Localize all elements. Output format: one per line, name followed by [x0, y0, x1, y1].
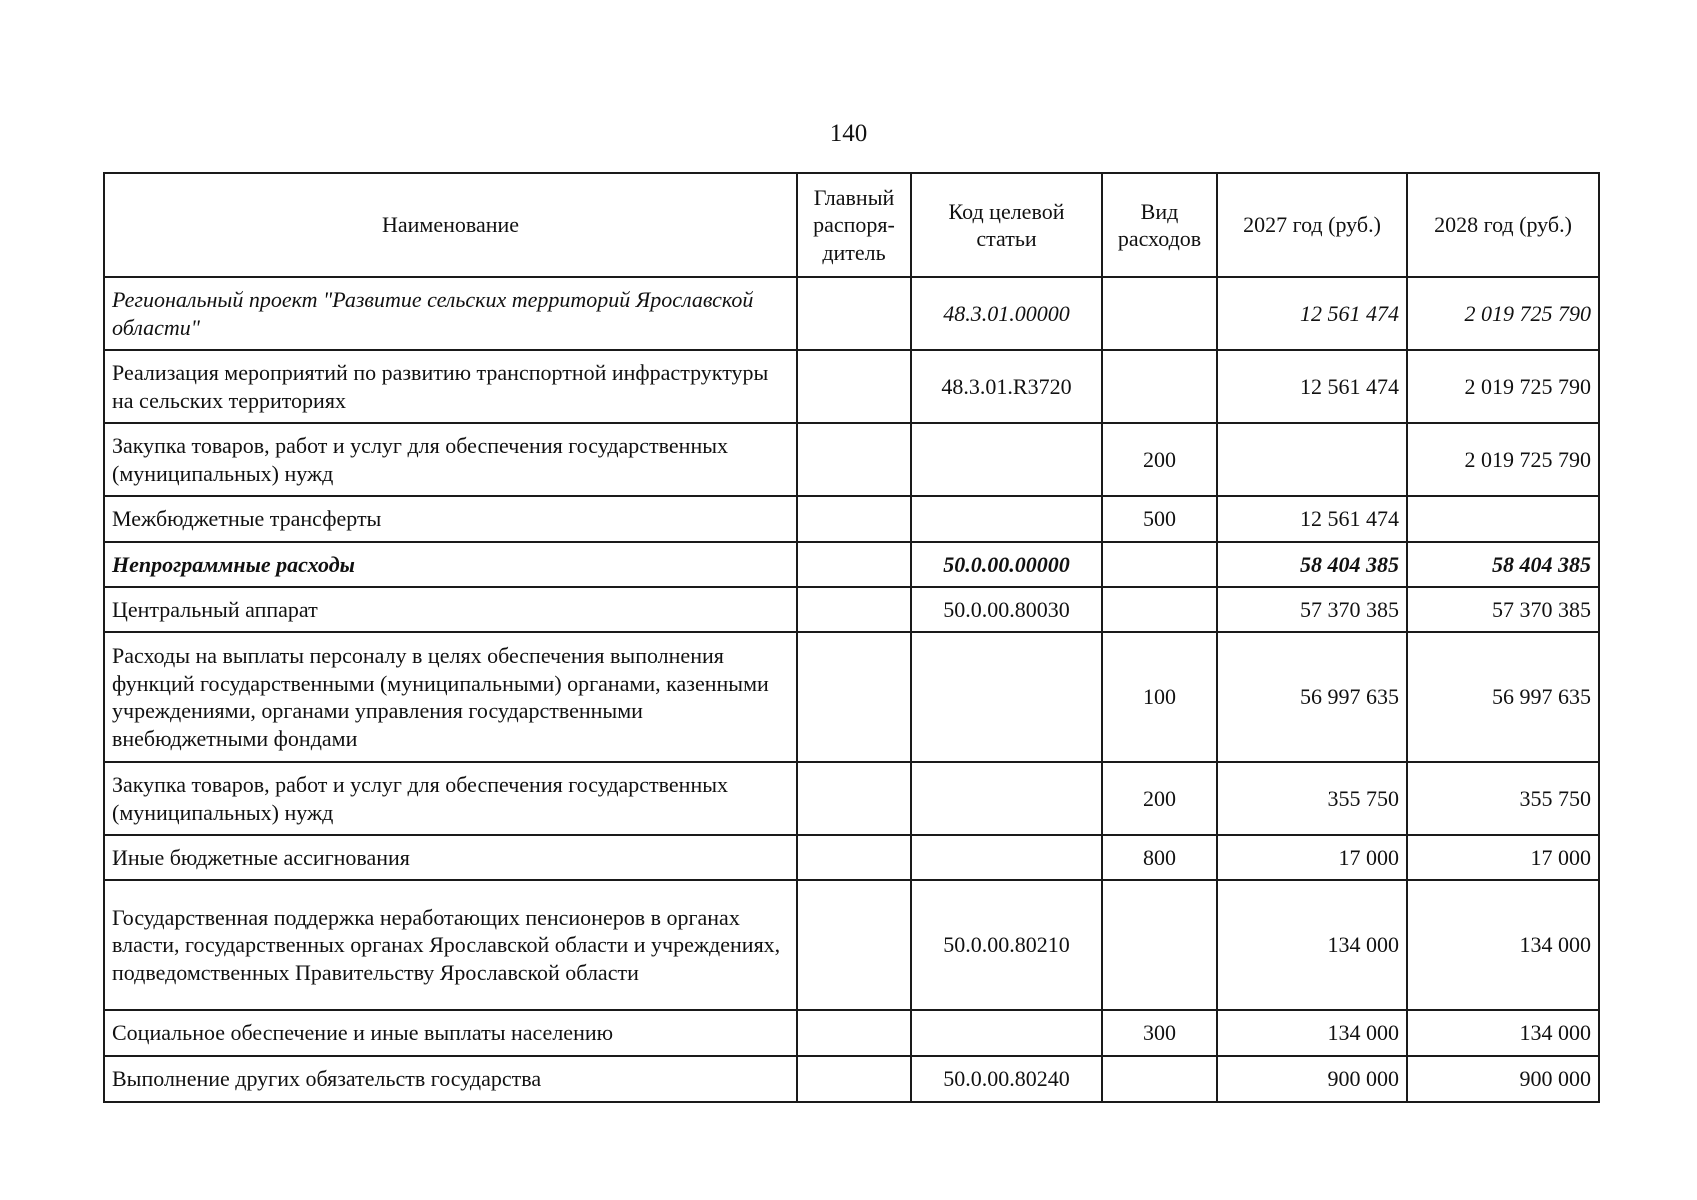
- cell-code: 50.0.00.00000: [911, 542, 1102, 587]
- cell-2028: 17 000: [1407, 835, 1599, 880]
- table-row: [104, 1056, 1599, 1102]
- table-row: [104, 835, 1599, 880]
- cell-2028: 58 404 385: [1407, 542, 1599, 587]
- cell-name: Закупка товаров, работ и услуг для обеспечения государственных (муниципальных) нужд: [104, 762, 797, 835]
- cell-name: Иные бюджетные ассигнования: [104, 835, 797, 880]
- page-number: 140: [829, 120, 868, 147]
- cell-name: Выполнение других обязательств государства: [104, 1056, 797, 1102]
- cell-code: [911, 835, 1102, 880]
- cell-name: Реализация мероприятий по развитию транспортной инфраструктуры на сельских территориях: [104, 350, 797, 423]
- table-row: [104, 1010, 1599, 1056]
- cell-code: 50.0.00.80210: [911, 880, 1102, 1010]
- cell-kind: [1102, 587, 1217, 632]
- table-body: [104, 277, 1599, 1102]
- cell-2027: 12 561 474: [1217, 350, 1407, 423]
- table-row: [104, 496, 1599, 542]
- cell-name: Межбюджетные трансферты: [104, 496, 797, 542]
- cell-2027: 900 000: [1217, 1056, 1407, 1102]
- header-admin: Главный распоря-дитель: [797, 173, 911, 277]
- cell-2027: 355 750: [1217, 762, 1407, 835]
- cell-admin: [797, 835, 911, 880]
- cell-kind: 200: [1102, 762, 1217, 835]
- cell-2027: [1217, 423, 1407, 496]
- table-row: [104, 277, 1599, 350]
- cell-admin: [797, 350, 911, 423]
- cell-2027: 56 997 635: [1217, 632, 1407, 762]
- cell-2028: 900 000: [1407, 1056, 1599, 1102]
- cell-2027: 58 404 385: [1217, 542, 1407, 587]
- cell-2028: 2 019 725 790: [1407, 350, 1599, 423]
- table-row: [104, 762, 1599, 835]
- table-row: [104, 880, 1599, 1010]
- cell-2028: [1407, 496, 1599, 542]
- cell-kind: [1102, 277, 1217, 350]
- cell-admin: [797, 496, 911, 542]
- cell-2028: 56 997 635: [1407, 632, 1599, 762]
- cell-admin: [797, 423, 911, 496]
- table-row: [104, 587, 1599, 632]
- cell-code: 50.0.00.80030: [911, 587, 1102, 632]
- cell-kind: 500: [1102, 496, 1217, 542]
- cell-code: [911, 762, 1102, 835]
- cell-admin: [797, 632, 911, 762]
- cell-2028: 134 000: [1407, 1010, 1599, 1056]
- cell-2027: 12 561 474: [1217, 277, 1407, 350]
- cell-kind: [1102, 1056, 1217, 1102]
- cell-2028: 57 370 385: [1407, 587, 1599, 632]
- table-row: [104, 350, 1599, 423]
- header-name: Наименование: [104, 173, 797, 277]
- cell-kind: [1102, 350, 1217, 423]
- cell-code: [911, 632, 1102, 762]
- table-row: [104, 632, 1599, 762]
- cell-2028: 2 019 725 790: [1407, 277, 1599, 350]
- cell-2027: 17 000: [1217, 835, 1407, 880]
- cell-admin: [797, 880, 911, 1010]
- header-2028: 2028 год (руб.): [1407, 173, 1599, 277]
- cell-admin: [797, 1056, 911, 1102]
- cell-2028: 355 750: [1407, 762, 1599, 835]
- cell-kind: 300: [1102, 1010, 1217, 1056]
- cell-name: Государственная поддержка неработающих пенсионеров в органах власти, государственных органах Ярославской области и учреждениях, подведомственных Правительству Ярославской области: [104, 880, 797, 1010]
- budget-table: [103, 172, 1600, 1103]
- cell-kind: [1102, 542, 1217, 587]
- cell-name: Закупка товаров, работ и услуг для обеспечения государственных (муниципальных) нужд: [104, 423, 797, 496]
- cell-admin: [797, 587, 911, 632]
- cell-2027: 134 000: [1217, 880, 1407, 1010]
- header-code: Код целевой статьи: [911, 173, 1102, 277]
- cell-code: [911, 423, 1102, 496]
- cell-name: Непрограммные расходы: [104, 542, 797, 587]
- cell-kind: 800: [1102, 835, 1217, 880]
- cell-code: [911, 1010, 1102, 1056]
- header-2027: 2027 год (руб.): [1217, 173, 1407, 277]
- cell-kind: 100: [1102, 632, 1217, 762]
- cell-kind: [1102, 880, 1217, 1010]
- table-row: [104, 542, 1599, 587]
- cell-admin: [797, 542, 911, 587]
- cell-kind: 200: [1102, 423, 1217, 496]
- cell-2027: 57 370 385: [1217, 587, 1407, 632]
- cell-2028: 2 019 725 790: [1407, 423, 1599, 496]
- cell-2028: 134 000: [1407, 880, 1599, 1010]
- cell-name: Центральный аппарат: [104, 587, 797, 632]
- cell-name: Расходы на выплаты персоналу в целях обеспечения выполнения функций государственными (муниципальными) органами, казенными учреждениями, органами управления государственными внебюджетными фондами: [104, 632, 797, 762]
- header-kind: Вид расходов: [1102, 173, 1217, 277]
- table-row: [104, 423, 1599, 496]
- cell-admin: [797, 1010, 911, 1056]
- cell-admin: [797, 762, 911, 835]
- cell-2027: 12 561 474: [1217, 496, 1407, 542]
- cell-code: 50.0.00.80240: [911, 1056, 1102, 1102]
- cell-code: 48.3.01.R3720: [911, 350, 1102, 423]
- cell-name: Социальное обеспечение и иные выплаты населению: [104, 1010, 797, 1056]
- cell-name: Региональный проект "Развитие сельских территорий Ярославской области": [104, 277, 797, 350]
- cell-code: 48.3.01.00000: [911, 277, 1102, 350]
- cell-admin: [797, 277, 911, 350]
- cell-2027: 134 000: [1217, 1010, 1407, 1056]
- table-header-row: [104, 173, 1599, 277]
- cell-code: [911, 496, 1102, 542]
